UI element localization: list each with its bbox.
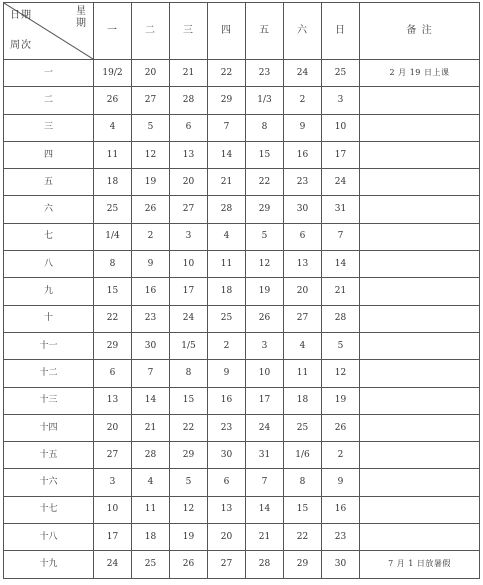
date-cell: 27 [94,442,132,469]
remark-cell [360,251,480,278]
date-cell: 23 [208,414,246,441]
date-cell: 18 [94,169,132,196]
week-number-cell: 八 [4,251,94,278]
date-cell: 11 [208,251,246,278]
date-cell: 21 [208,169,246,196]
header-day-tue: 二 [132,3,170,60]
week-number-cell: 十八 [4,524,94,551]
date-cell: 28 [170,87,208,114]
date-cell: 15 [94,278,132,305]
date-cell: 30 [322,551,360,578]
date-cell: 15 [246,141,284,168]
date-cell: 2 [322,442,360,469]
date-cell: 26 [322,414,360,441]
date-cell: 4 [284,332,322,359]
date-cell: 7 [322,223,360,250]
date-cell: 20 [284,278,322,305]
remark-cell [360,278,480,305]
week-row [4,223,480,250]
remark-cell [360,196,480,223]
date-cell: 2 [208,332,246,359]
date-cell: 3 [246,332,284,359]
date-cell: 1/4 [94,223,132,250]
date-cell: 26 [132,196,170,223]
date-cell: 11 [284,360,322,387]
week-number-cell: 五 [4,169,94,196]
date-cell: 10 [246,360,284,387]
date-cell: 11 [132,496,170,523]
remark-cell [360,360,480,387]
date-cell: 28 [246,551,284,578]
date-cell: 30 [284,196,322,223]
date-cell: 25 [284,414,322,441]
date-cell: 17 [94,524,132,551]
week-number-cell: 十一 [4,332,94,359]
date-cell: 10 [94,496,132,523]
date-cell: 4 [208,223,246,250]
date-cell: 20 [94,414,132,441]
date-cell: 19 [246,278,284,305]
date-cell: 20 [208,524,246,551]
remark-cell [360,496,480,523]
date-cell: 9 [284,114,322,141]
remark-cell [360,332,480,359]
date-cell: 8 [246,114,284,141]
date-cell: 12 [246,251,284,278]
remark-cell: 2 月 19 日上课 [360,60,480,87]
date-cell: 23 [132,305,170,332]
date-cell: 3 [170,223,208,250]
week-number-cell: 六 [4,196,94,223]
date-cell: 29 [246,196,284,223]
header-day-mon: 一 [94,3,132,60]
date-cell: 9 [132,251,170,278]
date-cell: 9 [208,360,246,387]
date-cell: 6 [284,223,322,250]
date-cell: 10 [322,114,360,141]
date-cell: 21 [246,524,284,551]
date-cell: 13 [284,251,322,278]
date-cell: 25 [132,551,170,578]
date-cell: 13 [94,387,132,414]
date-cell: 24 [284,60,322,87]
date-cell: 1/5 [170,332,208,359]
date-cell: 26 [246,305,284,332]
calendar-sheet [3,2,479,579]
date-cell: 9 [322,469,360,496]
date-cell: 21 [132,414,170,441]
date-cell: 5 [322,332,360,359]
week-number-cell: 十九 [4,551,94,578]
date-cell: 24 [170,305,208,332]
date-cell: 22 [246,169,284,196]
date-cell: 8 [94,251,132,278]
date-cell: 28 [322,305,360,332]
remark-cell [360,469,480,496]
date-cell: 18 [132,524,170,551]
remark-cell [360,87,480,114]
date-cell: 21 [170,60,208,87]
date-cell: 20 [170,169,208,196]
header-row [4,3,480,60]
week-row [4,442,480,469]
remark-cell [360,387,480,414]
date-cell: 14 [208,141,246,168]
remark-cell [360,524,480,551]
date-cell: 28 [132,442,170,469]
date-cell: 8 [284,469,322,496]
date-cell: 15 [284,496,322,523]
week-number-cell: 十五 [4,442,94,469]
date-cell: 29 [284,551,322,578]
week-row [4,551,480,578]
date-cell: 12 [132,141,170,168]
date-cell: 15 [170,387,208,414]
header-day-thu: 四 [208,3,246,60]
date-cell: 24 [246,414,284,441]
date-cell: 24 [94,551,132,578]
date-cell: 22 [170,414,208,441]
date-cell: 22 [94,305,132,332]
date-cell: 25 [208,305,246,332]
week-number-cell: 二 [4,87,94,114]
week-number-cell: 十三 [4,387,94,414]
week-row [4,114,480,141]
date-cell: 18 [208,278,246,305]
date-cell: 16 [284,141,322,168]
week-number-cell: 一 [4,60,94,87]
week-number-cell: 三 [4,114,94,141]
date-cell: 23 [246,60,284,87]
header-remarks: 备 注 [360,3,480,60]
date-cell: 10 [170,251,208,278]
date-cell: 23 [284,169,322,196]
header-day-sun: 日 [322,3,360,60]
week-row [4,360,480,387]
week-row [4,278,480,305]
date-cell: 16 [132,278,170,305]
week-number-cell: 四 [4,141,94,168]
date-cell: 6 [208,469,246,496]
date-cell: 7 [132,360,170,387]
week-number-cell: 十 [4,305,94,332]
date-cell: 29 [170,442,208,469]
date-cell: 26 [94,87,132,114]
week-row [4,305,480,332]
week-number-cell: 十四 [4,414,94,441]
date-cell: 17 [246,387,284,414]
header-day-sat: 六 [284,3,322,60]
week-row [4,141,480,168]
date-cell: 22 [284,524,322,551]
date-cell: 31 [322,196,360,223]
date-cell: 26 [170,551,208,578]
date-cell: 2 [284,87,322,114]
date-cell: 20 [132,60,170,87]
date-cell: 6 [170,114,208,141]
date-cell: 8 [170,360,208,387]
week-number-cell: 十六 [4,469,94,496]
week-row [4,387,480,414]
date-cell: 12 [322,360,360,387]
week-row [4,414,480,441]
date-cell: 19 [170,524,208,551]
week-row [4,60,480,87]
date-cell: 5 [170,469,208,496]
date-cell: 29 [208,87,246,114]
date-cell: 30 [208,442,246,469]
date-cell: 28 [208,196,246,223]
date-cell: 1/6 [284,442,322,469]
date-cell: 25 [94,196,132,223]
date-cell: 24 [322,169,360,196]
week-row [4,496,480,523]
remark-cell [360,141,480,168]
date-cell: 19 [132,169,170,196]
week-number-cell: 七 [4,223,94,250]
header-day-wed: 三 [170,3,208,60]
remark-cell [360,442,480,469]
remark-cell [360,305,480,332]
date-cell: 27 [132,87,170,114]
week-row [4,87,480,114]
week-row [4,524,480,551]
date-cell: 12 [170,496,208,523]
date-cell: 18 [284,387,322,414]
date-cell: 3 [94,469,132,496]
date-cell: 16 [208,387,246,414]
week-row [4,169,480,196]
date-cell: 4 [94,114,132,141]
date-cell: 13 [170,141,208,168]
remark-cell: 7 月 1 日放暑假 [360,551,480,578]
date-cell: 7 [246,469,284,496]
corner-cell [4,3,94,60]
week-row [4,196,480,223]
week-row [4,469,480,496]
date-cell: 30 [132,332,170,359]
date-cell: 4 [132,469,170,496]
date-cell: 7 [208,114,246,141]
remark-cell [360,414,480,441]
date-cell: 5 [132,114,170,141]
date-cell: 13 [208,496,246,523]
date-cell: 1/3 [246,87,284,114]
date-cell: 31 [246,442,284,469]
date-cell: 5 [246,223,284,250]
week-number-cell: 十七 [4,496,94,523]
date-cell: 27 [208,551,246,578]
remark-cell [360,169,480,196]
date-cell: 14 [132,387,170,414]
corner-label-weekday: 星 期 [76,6,87,29]
corner-label-week-no: 周次 [10,40,32,51]
date-cell: 11 [94,141,132,168]
date-cell: 14 [246,496,284,523]
date-cell: 3 [322,87,360,114]
week-row [4,251,480,278]
week-number-cell: 十二 [4,360,94,387]
date-cell: 25 [322,60,360,87]
header-day-fri: 五 [246,3,284,60]
remark-cell [360,114,480,141]
remark-cell [360,223,480,250]
date-cell: 29 [94,332,132,359]
date-cell: 22 [208,60,246,87]
date-cell: 21 [322,278,360,305]
corner-label-date: 日期 [10,10,32,21]
calendar-table [3,2,480,579]
date-cell: 23 [322,524,360,551]
date-cell: 19/2 [94,60,132,87]
date-cell: 27 [284,305,322,332]
date-cell: 27 [170,196,208,223]
date-cell: 17 [322,141,360,168]
week-row [4,332,480,359]
date-cell: 14 [322,251,360,278]
date-cell: 16 [322,496,360,523]
date-cell: 2 [132,223,170,250]
date-cell: 17 [170,278,208,305]
week-number-cell: 九 [4,278,94,305]
date-cell: 6 [94,360,132,387]
date-cell: 19 [322,387,360,414]
